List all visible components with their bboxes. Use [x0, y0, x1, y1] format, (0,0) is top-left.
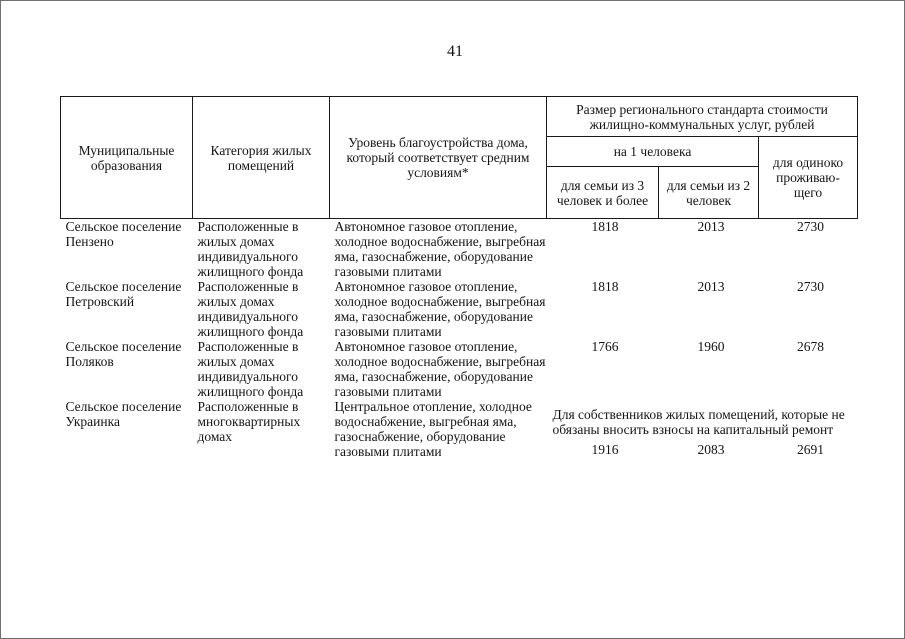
row-category: Расположенные в жилых домах индивидуального жилищного фонда [197, 219, 304, 279]
row-single: 2691 [797, 442, 824, 458]
housing-standard-table [60, 96, 858, 459]
row-municipality: Сельское поселение Поляков [65, 339, 182, 369]
row-family-2: 2013 [697, 219, 725, 234]
header-municipality: Муниципальные образования [61, 97, 193, 219]
row-family-3plus: 1818 [591, 279, 619, 294]
table-row [61, 279, 858, 339]
row-category: Расположенные в жилых домах индивидуального жилищного фонда [197, 279, 304, 339]
header-family-2: для семьи из 2 человек [659, 167, 759, 219]
row-family-2: 2083 [697, 442, 725, 458]
table-row [61, 399, 858, 442]
row-category: Расположенные в жилых домах индивидуального жилищного фонда [197, 339, 304, 399]
row-amenities: Автономное газовое отопление, холодное водоснабжение, выгребная яма, газоснабжение, оборудование газовыми плитами [334, 219, 546, 279]
header-per-person: на 1 человека [547, 137, 759, 167]
table-body [61, 219, 858, 460]
row-municipality: Сельское поселение Пензено [65, 219, 182, 249]
header-standard-size: Размер регионального стандарта стоимости жилищно-коммунальных услуг, рублей [547, 97, 858, 137]
row-family-3plus: 1766 [591, 339, 619, 354]
header-family-3plus: для семьи из 3 человек и более [547, 167, 659, 219]
row-category: Расположенные в многоквартирных домах [197, 399, 301, 444]
row-amenities: Центральное отопление, холодное водоснабжение, выгребная яма, газоснабжение, оборудование газовыми плитами [334, 399, 532, 459]
header-amenities-level: Уровень благоустройства дома, который соответствует средним условиям* [330, 97, 547, 219]
row-amenities: Автономное газовое отопление, холодное водоснабжение, выгребная яма, газоснабжение, оборудование газовыми плитами [334, 279, 546, 339]
header-housing-category: Категория жилых помещений [193, 97, 330, 219]
row-single: 2730 [797, 219, 824, 234]
row-family-2: 2013 [697, 279, 725, 294]
row-note: Для собственников жилых помещений, которые не обязаны вносить взносы на капитальный ремонт [552, 407, 845, 437]
table-header [61, 97, 858, 219]
page-number: 41 [447, 43, 463, 60]
row-single: 2730 [797, 279, 824, 294]
row-single: 2678 [797, 339, 824, 354]
row-family-2: 1960 [697, 339, 725, 354]
row-municipality: Сельское поселение Украинка [65, 399, 182, 429]
header-single: для одиноко проживаю-щего [759, 137, 858, 219]
table-row [61, 339, 858, 399]
table-row [61, 219, 858, 280]
row-family-3plus: 1916 [591, 442, 619, 458]
row-amenities: Автономное газовое отопление, холодное водоснабжение, выгребная яма, газоснабжение, оборудование газовыми плитами [334, 339, 546, 399]
row-family-3plus: 1818 [591, 219, 619, 234]
row-municipality: Сельское поселение Петровский [65, 279, 182, 309]
